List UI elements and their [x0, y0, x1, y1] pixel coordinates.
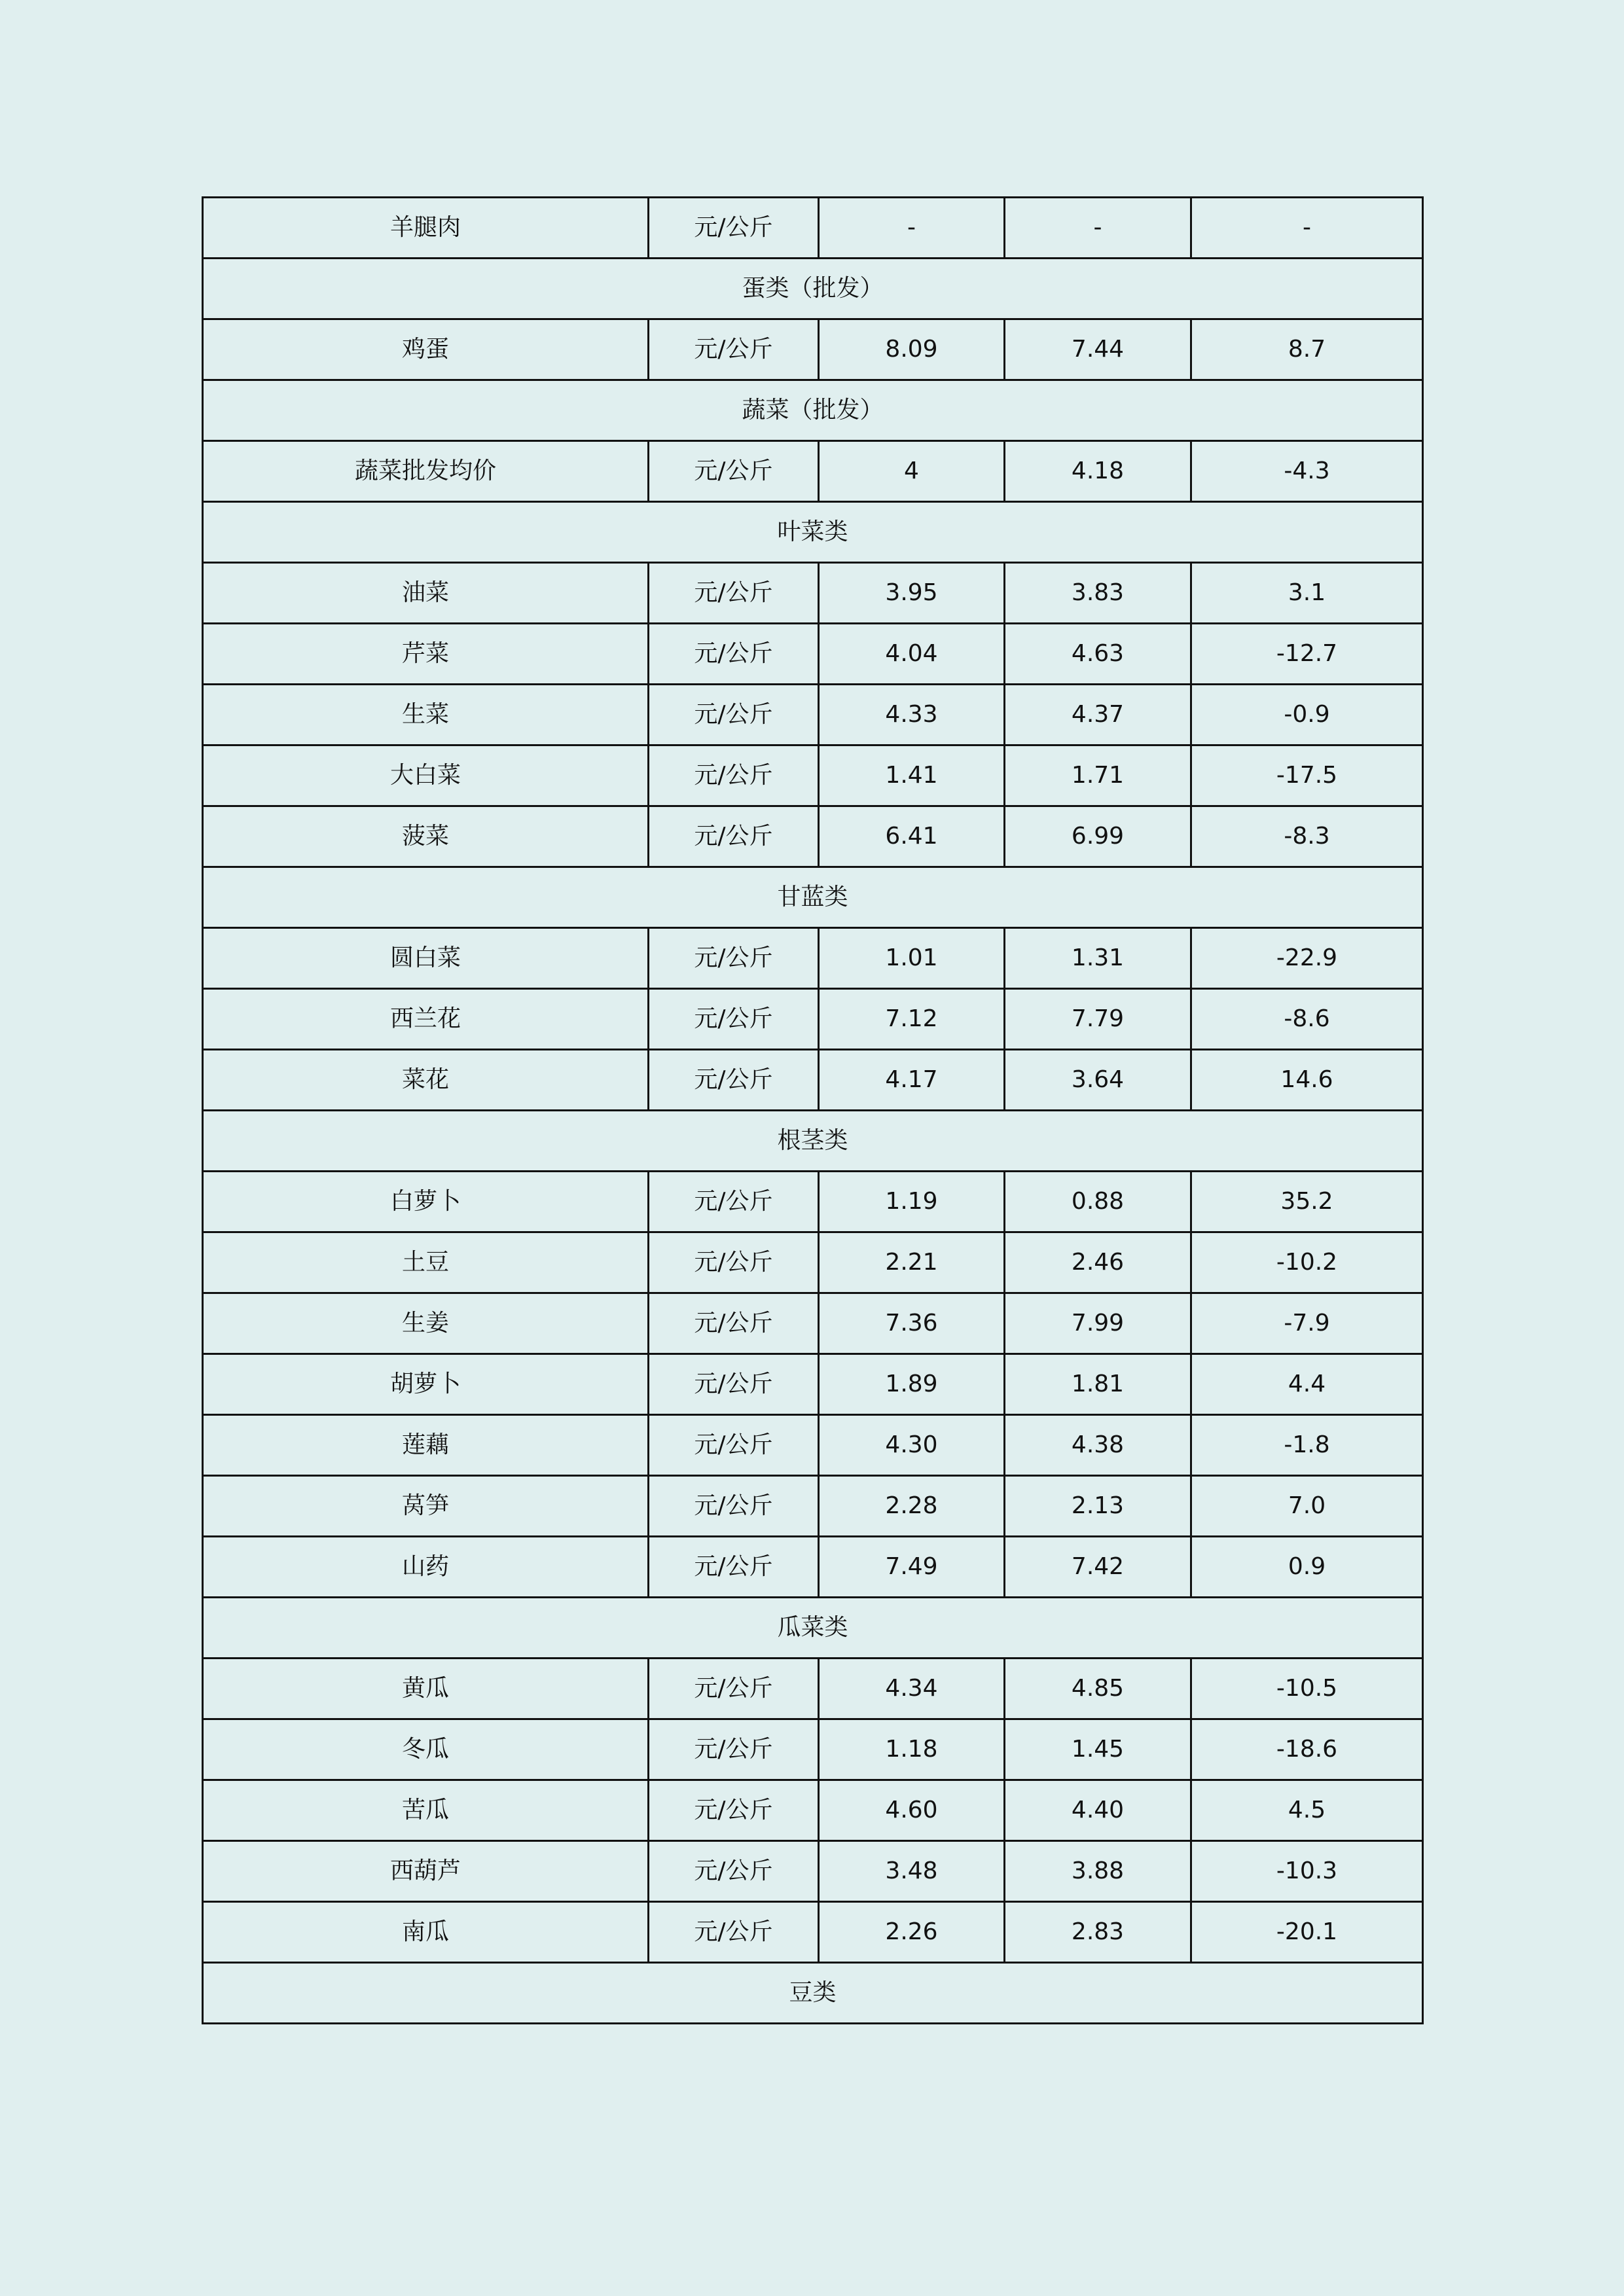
unit-cell: 元/公斤: [649, 1232, 819, 1293]
unit-cell: 元/公斤: [649, 1293, 819, 1354]
table-row: [203, 1659, 1423, 1719]
price-previous-cell: 1.45: [1005, 1719, 1191, 1780]
table-row: [203, 1902, 1423, 1963]
table-row: [203, 319, 1423, 380]
price-current-cell: 1.18: [819, 1719, 1005, 1780]
change-percent-cell: -20.1: [1191, 1902, 1423, 1963]
unit-cell: 元/公斤: [649, 1780, 819, 1841]
item-name-cell: 芹菜: [203, 624, 649, 685]
unit-cell: 元/公斤: [649, 624, 819, 685]
price-previous-cell: 3.83: [1005, 563, 1191, 624]
item-name-cell: 生菜: [203, 685, 649, 745]
change-percent-cell: 14.6: [1191, 1050, 1423, 1111]
section-row: [203, 1598, 1423, 1659]
unit-cell: 元/公斤: [649, 806, 819, 867]
table-row: [203, 989, 1423, 1050]
price-current-cell: 2.26: [819, 1902, 1005, 1963]
table-row: [203, 1050, 1423, 1111]
item-name-cell: 白萝卜: [203, 1172, 649, 1232]
price-current-cell: 4: [819, 441, 1005, 502]
table-row: [203, 1293, 1423, 1354]
table-row: [203, 928, 1423, 989]
table-row: [203, 745, 1423, 806]
section-title: 蛋类（批发）: [203, 259, 1423, 319]
price-current-cell: 1.19: [819, 1172, 1005, 1232]
table-row: [203, 1354, 1423, 1415]
section-row: [203, 502, 1423, 563]
price-current-cell: 1.01: [819, 928, 1005, 989]
change-percent-cell: -: [1191, 198, 1423, 259]
price-current-cell: 4.04: [819, 624, 1005, 685]
unit-cell: 元/公斤: [649, 745, 819, 806]
price-previous-cell: 7.99: [1005, 1293, 1191, 1354]
item-name-cell: 土豆: [203, 1232, 649, 1293]
table-row: [203, 1172, 1423, 1232]
item-name-cell: 胡萝卜: [203, 1354, 649, 1415]
section-title: 甘蓝类: [203, 867, 1423, 928]
change-percent-cell: 3.1: [1191, 563, 1423, 624]
item-name-cell: 山药: [203, 1537, 649, 1598]
price-previous-cell: 3.88: [1005, 1841, 1191, 1902]
change-percent-cell: 4.4: [1191, 1354, 1423, 1415]
item-name-cell: 生姜: [203, 1293, 649, 1354]
price-previous-cell: 0.88: [1005, 1172, 1191, 1232]
unit-cell: 元/公斤: [649, 563, 819, 624]
price-previous-cell: 4.37: [1005, 685, 1191, 745]
price-previous-cell: 7.44: [1005, 319, 1191, 380]
section-row: [203, 867, 1423, 928]
table-row: [203, 1415, 1423, 1476]
item-name-cell: 菜花: [203, 1050, 649, 1111]
table-row: [203, 198, 1423, 259]
price-previous-cell: 1.81: [1005, 1354, 1191, 1415]
change-percent-cell: -18.6: [1191, 1719, 1423, 1780]
price-previous-cell: 2.83: [1005, 1902, 1191, 1963]
change-percent-cell: 0.9: [1191, 1537, 1423, 1598]
section-title: 叶菜类: [203, 502, 1423, 563]
change-percent-cell: 4.5: [1191, 1780, 1423, 1841]
price-current-cell: 4.34: [819, 1659, 1005, 1719]
price-previous-cell: 4.85: [1005, 1659, 1191, 1719]
change-percent-cell: -10.5: [1191, 1659, 1423, 1719]
change-percent-cell: -1.8: [1191, 1415, 1423, 1476]
item-name-cell: 莴笋: [203, 1476, 649, 1537]
item-name-cell: 油菜: [203, 563, 649, 624]
table-row: [203, 1476, 1423, 1537]
price-current-cell: 7.36: [819, 1293, 1005, 1354]
section-row: [203, 380, 1423, 441]
item-name-cell: 大白菜: [203, 745, 649, 806]
unit-cell: 元/公斤: [649, 1354, 819, 1415]
change-percent-cell: -4.3: [1191, 441, 1423, 502]
item-name-cell: 黄瓜: [203, 1659, 649, 1719]
section-title: 瓜菜类: [203, 1598, 1423, 1659]
item-name-cell: 菠菜: [203, 806, 649, 867]
price-previous-cell: -: [1005, 198, 1191, 259]
price-table: [202, 196, 1424, 2024]
table-row: [203, 441, 1423, 502]
price-previous-cell: 4.63: [1005, 624, 1191, 685]
unit-cell: 元/公斤: [649, 198, 819, 259]
price-current-cell: 4.33: [819, 685, 1005, 745]
change-percent-cell: -12.7: [1191, 624, 1423, 685]
price-current-cell: 4.17: [819, 1050, 1005, 1111]
price-current-cell: 4.60: [819, 1780, 1005, 1841]
table-row: [203, 563, 1423, 624]
change-percent-cell: -10.3: [1191, 1841, 1423, 1902]
item-name-cell: 西兰花: [203, 989, 649, 1050]
table-row: [203, 1841, 1423, 1902]
section-row: [203, 1963, 1423, 2024]
change-percent-cell: 7.0: [1191, 1476, 1423, 1537]
price-previous-cell: 4.40: [1005, 1780, 1191, 1841]
change-percent-cell: -0.9: [1191, 685, 1423, 745]
section-title: 根茎类: [203, 1111, 1423, 1172]
item-name-cell: 莲藕: [203, 1415, 649, 1476]
change-percent-cell: 8.7: [1191, 319, 1423, 380]
section-title: 豆类: [203, 1963, 1423, 2024]
change-percent-cell: -10.2: [1191, 1232, 1423, 1293]
price-current-cell: 2.28: [819, 1476, 1005, 1537]
change-percent-cell: -7.9: [1191, 1293, 1423, 1354]
table-row: [203, 1232, 1423, 1293]
price-current-cell: 3.48: [819, 1841, 1005, 1902]
change-percent-cell: -22.9: [1191, 928, 1423, 989]
item-name-cell: 鸡蛋: [203, 319, 649, 380]
price-previous-cell: 3.64: [1005, 1050, 1191, 1111]
table-row: [203, 685, 1423, 745]
price-current-cell: 6.41: [819, 806, 1005, 867]
unit-cell: 元/公斤: [649, 1659, 819, 1719]
unit-cell: 元/公斤: [649, 1537, 819, 1598]
item-name-cell: 冬瓜: [203, 1719, 649, 1780]
table-row: [203, 1719, 1423, 1780]
item-name-cell: 西葫芦: [203, 1841, 649, 1902]
price-current-cell: 7.12: [819, 989, 1005, 1050]
item-name-cell: 圆白菜: [203, 928, 649, 989]
change-percent-cell: 35.2: [1191, 1172, 1423, 1232]
table-row: [203, 624, 1423, 685]
price-previous-cell: 7.42: [1005, 1537, 1191, 1598]
unit-cell: 元/公斤: [649, 1841, 819, 1902]
item-name-cell: 南瓜: [203, 1902, 649, 1963]
table-row: [203, 806, 1423, 867]
table-body: [203, 198, 1423, 2024]
price-current-cell: 8.09: [819, 319, 1005, 380]
section-title: 蔬菜（批发）: [203, 380, 1423, 441]
item-name-cell: 蔬菜批发均价: [203, 441, 649, 502]
price-current-cell: 1.89: [819, 1354, 1005, 1415]
price-current-cell: 2.21: [819, 1232, 1005, 1293]
price-current-cell: -: [819, 198, 1005, 259]
table-row: [203, 1780, 1423, 1841]
price-previous-cell: 2.46: [1005, 1232, 1191, 1293]
price-previous-cell: 1.31: [1005, 928, 1191, 989]
section-row: [203, 1111, 1423, 1172]
price-previous-cell: 2.13: [1005, 1476, 1191, 1537]
unit-cell: 元/公斤: [649, 1050, 819, 1111]
unit-cell: 元/公斤: [649, 441, 819, 502]
price-current-cell: 4.30: [819, 1415, 1005, 1476]
unit-cell: 元/公斤: [649, 1172, 819, 1232]
price-current-cell: 7.49: [819, 1537, 1005, 1598]
unit-cell: 元/公斤: [649, 1415, 819, 1476]
price-previous-cell: 7.79: [1005, 989, 1191, 1050]
price-previous-cell: 4.38: [1005, 1415, 1191, 1476]
unit-cell: 元/公斤: [649, 989, 819, 1050]
price-previous-cell: 1.71: [1005, 745, 1191, 806]
change-percent-cell: -8.3: [1191, 806, 1423, 867]
price-previous-cell: 4.18: [1005, 441, 1191, 502]
unit-cell: 元/公斤: [649, 1719, 819, 1780]
section-row: [203, 259, 1423, 319]
unit-cell: 元/公斤: [649, 928, 819, 989]
unit-cell: 元/公斤: [649, 1476, 819, 1537]
price-current-cell: 3.95: [819, 563, 1005, 624]
price-previous-cell: 6.99: [1005, 806, 1191, 867]
price-current-cell: 1.41: [819, 745, 1005, 806]
item-name-cell: 苦瓜: [203, 1780, 649, 1841]
item-name-cell: 羊腿肉: [203, 198, 649, 259]
unit-cell: 元/公斤: [649, 685, 819, 745]
table-row: [203, 1537, 1423, 1598]
unit-cell: 元/公斤: [649, 1902, 819, 1963]
change-percent-cell: -8.6: [1191, 989, 1423, 1050]
unit-cell: 元/公斤: [649, 319, 819, 380]
change-percent-cell: -17.5: [1191, 745, 1423, 806]
